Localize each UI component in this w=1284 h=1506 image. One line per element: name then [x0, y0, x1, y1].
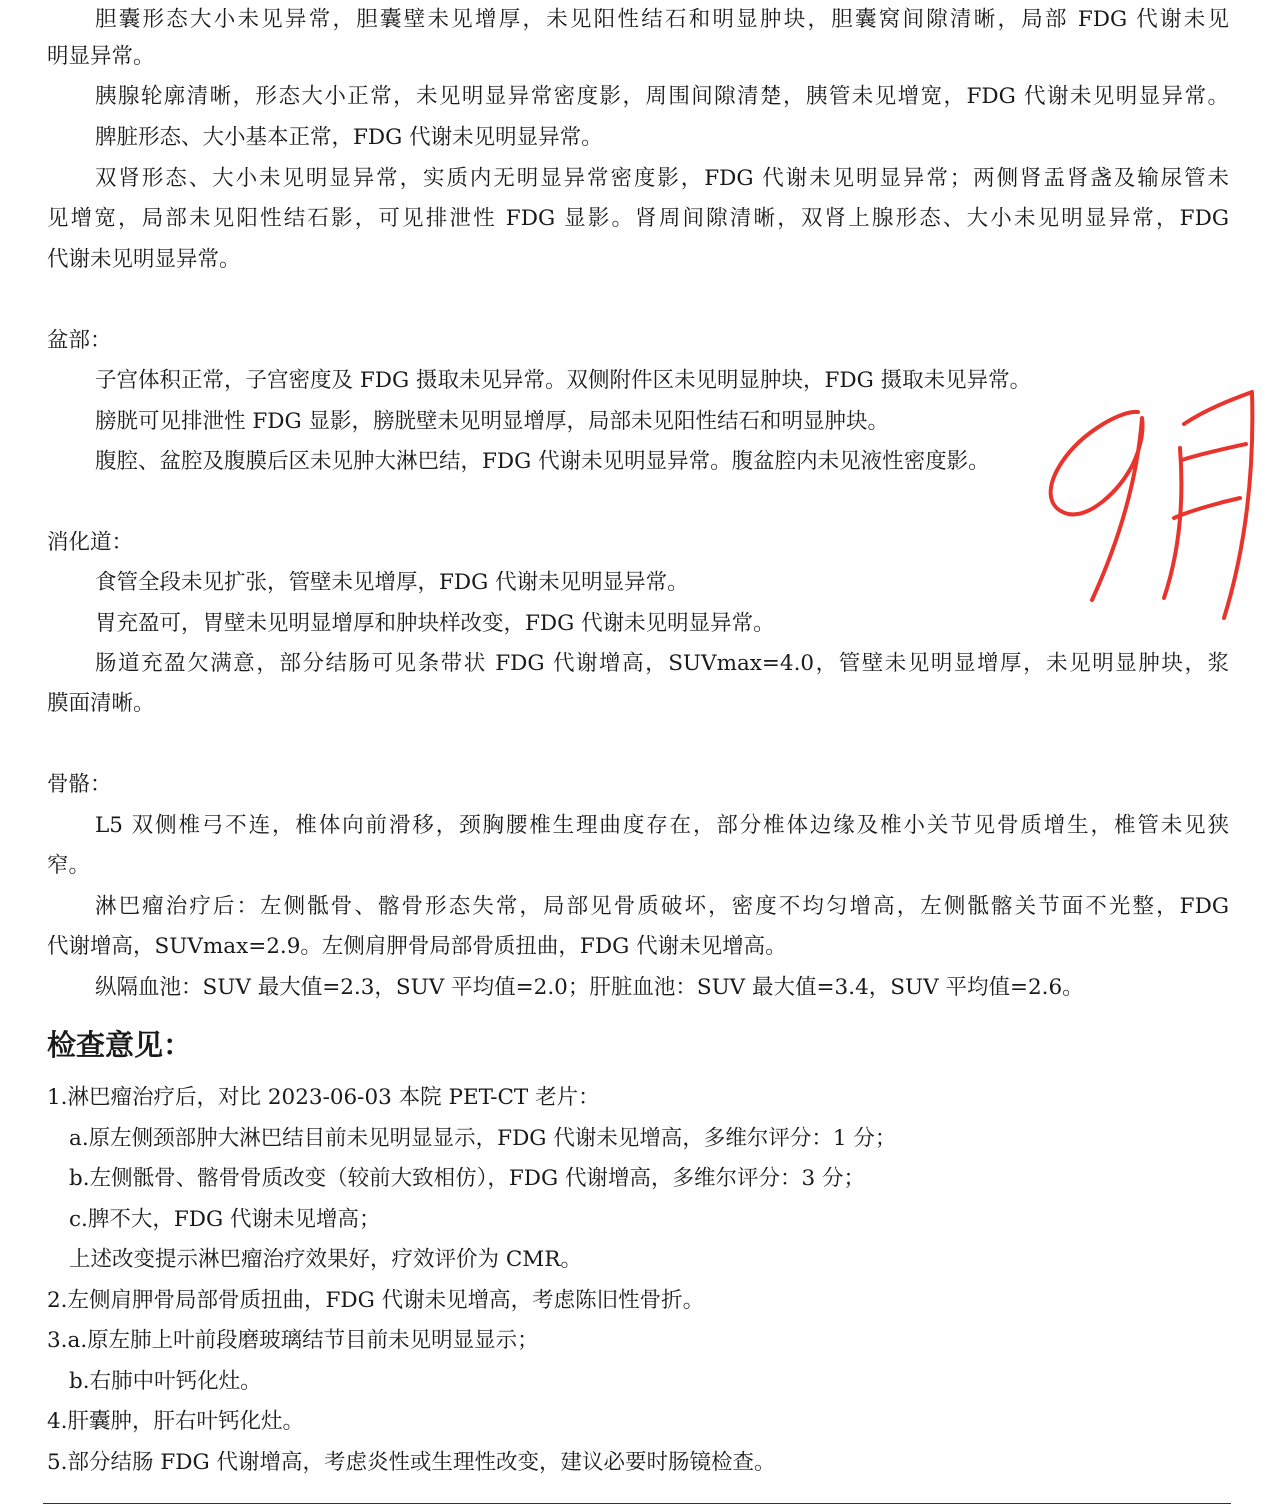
pelvis-section-title: 盆部： [47, 328, 112, 353]
blood-pool-text: 纵隔血池：SUV 最大值=2.3，SUV 平均值=2.0；肝脏血池：SUV 最大值=3.4，SUV 平均值=2.6。 [95, 975, 1084, 1000]
uterus-text: 子宫体积正常，子宫密度及 FDG 摄取未见异常。双侧附件区未见明显肿块，FDG 摄取未见异常。 [95, 368, 1032, 393]
bottom-divider [43, 1503, 1231, 1504]
bladder-text: 膀胱可见排泄性 FDG 显影，膀胱壁未见明显增厚，局部未见阳性结石和明显肿块。 [95, 409, 890, 434]
stomach-text: 胃充盈可，胃壁未见明显增厚和肿块样改变，FDG 代谢未见明显异常。 [95, 611, 775, 636]
conclusion-item-1a: a.原左侧颈部肿大淋巴结目前未见明显显示，FDG 代谢未见增高，多维尔评分：1 分； [69, 1126, 897, 1151]
pancreas-text: 胰腺轮廓清晰，形态大小正常，未见明显异常密度影，周围间隙清楚，胰管未见增宽，FDG 代谢未见明显异常。 [95, 84, 1229, 109]
handwritten-stroke-month-bar2 [1174, 498, 1240, 518]
conclusion-item-5: 5.部分结肠 FDG 代谢增高，考虑炎性或生理性改变，建议必要时肠镜检查。 [47, 1450, 776, 1475]
conclusion-item-1b: b.左侧骶骨、髂骨骨质改变（较前大致相仿），FDG 代谢增高，多维尔评分：3 分； [69, 1166, 866, 1191]
spleen-text: 脾脏形态、大小基本正常，FDG 代谢未见明显异常。 [95, 125, 603, 150]
intestine-text-cont: 膜面清晰。 [47, 691, 155, 716]
sacrum-text: 淋巴瘤治疗后：左侧骶骨、髂骨形态失常，局部见骨质破坏，密度不均匀增高，左侧骶髂关节面不光整，FDG [95, 894, 1229, 919]
lymph-node-text: 腹腔、盆腔及腹膜后区未见肿大淋巴结，FDG 代谢未见明显异常。腹盆腔内未见液性密度影。 [95, 449, 990, 474]
conclusion-heading: 检查意见： [47, 1028, 193, 1062]
kidney-text: 双肾形态、大小未见明显异常，实质内无明显异常密度影，FDG 代谢未见明显异常；两侧肾盂肾盏及输尿管未 [95, 166, 1229, 191]
sacrum-text-cont: 代谢增高，SUVmax=2.9。左侧肩胛骨局部骨质扭曲，FDG 代谢未见增高。 [47, 934, 787, 959]
handwritten-stroke-nine [1051, 412, 1143, 600]
conclusion-item-3a: 3.a.原左肺上叶前段磨玻璃结节目前未见明显显示； [47, 1328, 539, 1353]
spine-text-cont: 窄。 [47, 853, 91, 878]
handwritten-annotation [1040, 380, 1270, 630]
gallbladder-text: 胆囊形态大小未见异常，胆囊壁未见增厚，未见阳性结石和明显肿块，胆囊窝间隙清晰，局部 FDG 代谢未见 [95, 7, 1229, 32]
handwritten-stroke-month-bar1 [1182, 444, 1246, 460]
gallbladder-text-cont: 明显异常。 [47, 44, 155, 69]
conclusion-item-4: 4.肝囊肿，肝右叶钙化灶。 [47, 1409, 305, 1434]
spine-text: L5 双侧椎弓不连，椎体向前滑移，颈胸腰椎生理曲度存在，部分椎体边缘及椎小关节见骨质增生，椎管未见狭 [95, 813, 1229, 838]
conclusion-item-1: 1.淋巴瘤治疗后，对比 2023-06-03 本院 PET-CT 老片： [47, 1085, 600, 1110]
conclusion-item-1c: c.脾不大，FDG 代谢未见增高； [69, 1207, 381, 1232]
conclusion-item-3b: b.右肺中叶钙化灶。 [69, 1369, 262, 1394]
intestine-text: 肠道充盈欠满意，部分结肠可见条带状 FDG 代谢增高，SUVmax=4.0，管壁未见明显增厚，未见明显肿块，浆 [95, 651, 1229, 676]
kidney-text-end: 代谢未见明显异常。 [47, 247, 241, 272]
conclusion-item-1-summary: 上述改变提示淋巴瘤治疗效果好，疗效评价为 CMR。 [69, 1247, 582, 1272]
esophagus-text: 食管全段未见扩张，管壁未见增厚，FDG 代谢未见明显异常。 [95, 570, 689, 595]
kidney-text-cont: 见增宽，局部未见阳性结石影，可见排泄性 FDG 显影。肾周间隙清晰，双肾上腺形态、大小未见明显异常，FDG [47, 206, 1229, 231]
bone-section-title: 骨骼： [47, 772, 112, 797]
digestive-section-title: 消化道： [47, 530, 134, 555]
handwritten-stroke-month-left [1164, 448, 1181, 598]
conclusion-item-2: 2.左侧肩胛骨局部骨质扭曲，FDG 代谢未见增高，考虑陈旧性骨折。 [47, 1288, 705, 1313]
